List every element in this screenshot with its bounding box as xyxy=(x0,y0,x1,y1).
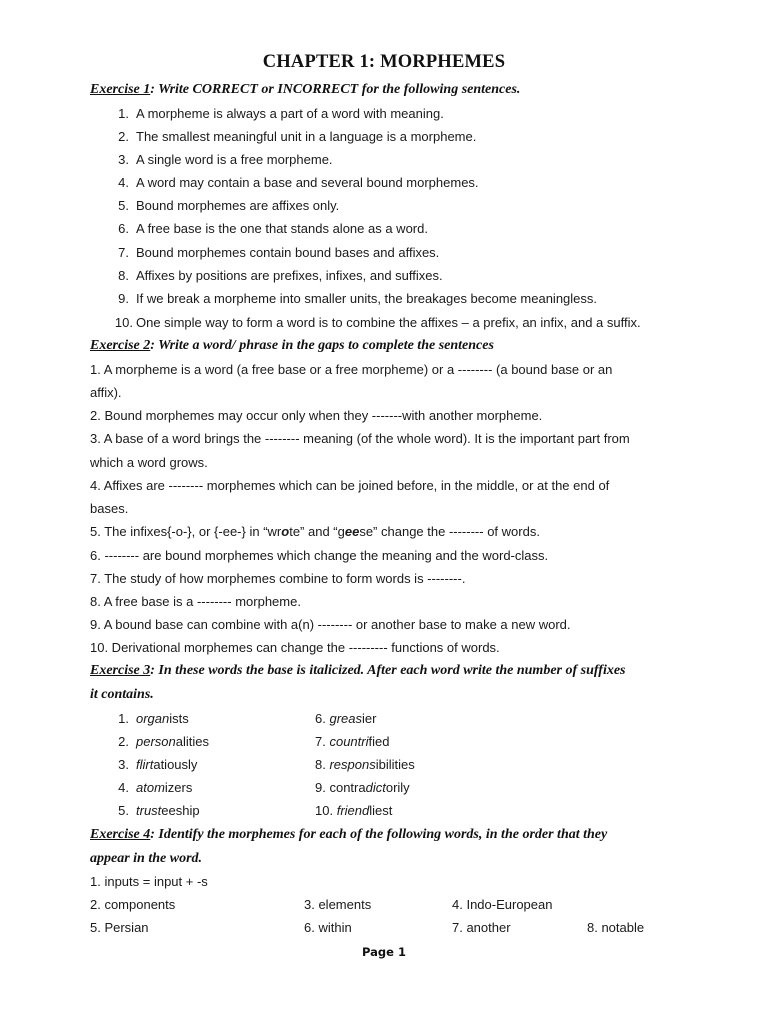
list-item: A morpheme is always a part of a word with meaning. xyxy=(136,106,444,121)
word-rest: izers xyxy=(164,780,193,795)
list-item: Bound morphemes contain bound bases and affixes. xyxy=(136,245,440,260)
line-5-mid: te” and “g xyxy=(289,524,345,539)
list-item: The smallest meaningful unit in a language is a morpheme. xyxy=(136,129,477,144)
exercise-1-heading xyxy=(90,82,520,98)
paragraph-line: 10. Derivational morphemes can change the --------- functions of words. xyxy=(90,640,500,655)
word-rest: fied xyxy=(368,734,390,749)
paragraph-line: 9. A bound base can combine with a(n) -------- or another base to make a new word. xyxy=(90,617,571,632)
exercise-4-heading xyxy=(90,827,607,843)
list-item-number: 10. xyxy=(315,803,334,818)
line-5-infix-ee: ee xyxy=(344,524,360,539)
word-base: greas xyxy=(329,711,362,726)
paragraph-line: 4. Affixes are -------- morphemes which can be joined before, in the middle, or at the end of xyxy=(90,478,610,493)
list-item xyxy=(136,757,197,772)
list-item-number: 4. xyxy=(118,780,129,795)
exercise-2-instruction: : Write a word/ phrase in the gaps to complete the sentences xyxy=(150,338,494,353)
exercise-1-instruction: : Write CORRECT or INCORRECT for the following sentences. xyxy=(150,82,521,97)
word-rest: atiously xyxy=(153,757,198,772)
paragraph-line: 6. -------- are bound morphemes which change the meaning and the word-class. xyxy=(90,548,549,563)
word-rest: ibilities xyxy=(375,757,415,772)
list-item-number: 9. xyxy=(118,291,129,306)
list-item-number: 3. xyxy=(118,152,129,167)
list-item-number: 6. xyxy=(315,711,326,726)
list-item: A free base is the one that stands alone as a word. xyxy=(136,221,428,236)
exercise-2-heading xyxy=(90,338,494,354)
list-item xyxy=(136,734,209,749)
exercise-4-label: Exercise 4 xyxy=(90,827,151,842)
word-prefix: contra xyxy=(329,780,366,795)
word-rest: eeship xyxy=(161,803,200,818)
word-base: countri xyxy=(329,734,369,749)
word-item: 5. Persian xyxy=(90,920,149,935)
word-item: 2. components xyxy=(90,897,176,912)
list-item-number: 1. xyxy=(118,106,129,121)
list-item xyxy=(136,780,192,795)
word-base: dict xyxy=(365,780,386,795)
list-item: One simple way to form a word is to combine the affixes – a prefix, an infix, and a suffix. xyxy=(136,315,641,330)
list-item xyxy=(315,711,376,726)
list-item: If we break a morpheme into smaller units, the breakages become meaningless. xyxy=(136,291,598,306)
list-item-number: 5. xyxy=(118,198,129,213)
word-base: atom xyxy=(136,780,165,795)
word-item: 4. Indo-European xyxy=(452,897,553,912)
exercise-3-heading-cont: it contains. xyxy=(90,687,154,702)
list-item-number: 10. xyxy=(114,315,133,330)
paragraph-line: 1. A morpheme is a word (a free base or a free morpheme) or a -------- (a bound base or an xyxy=(90,362,613,377)
list-item-number: 1. xyxy=(118,711,129,726)
exercise-4-instruction: : Identify the morphemes for each of the following words, in the order that they xyxy=(150,827,608,842)
word-base: friend xyxy=(336,803,370,818)
page-number: Page 1 xyxy=(362,945,406,959)
list-item-number: 8. xyxy=(315,757,326,772)
paragraph-line: 3. A base of a word brings the -------- meaning (of the whole word). It is the important part from xyxy=(90,431,630,446)
list-item xyxy=(136,803,200,818)
list-item xyxy=(315,780,410,795)
word-base: organ xyxy=(136,711,170,726)
list-item-number: 8. xyxy=(118,268,129,283)
word-item: 3. elements xyxy=(304,897,372,912)
example-line: 1. inputs = input + -s xyxy=(90,874,208,889)
list-item: Affixes by positions are prefixes, infixes, and suffixes. xyxy=(136,268,443,283)
line-5-infix-o: o xyxy=(281,524,290,539)
list-item-number: 2. xyxy=(118,129,129,144)
page-title: CHAPTER 1: MORPHEMES xyxy=(262,52,506,72)
paragraph-line: 7. The study of how morphemes combine to form words is --------. xyxy=(90,571,466,586)
word-rest: orily xyxy=(385,780,410,795)
list-item xyxy=(315,757,415,772)
list-item-number: 7. xyxy=(118,245,129,260)
list-item-number: 9. xyxy=(315,780,326,795)
list-item xyxy=(136,711,189,726)
list-item: A single word is a free morpheme. xyxy=(136,152,333,167)
line-5-pre: 5. The infixes{-o-}, or {-ee-} in “wr xyxy=(90,524,282,539)
list-item-number: 6. xyxy=(118,221,129,236)
word-base: respons xyxy=(329,757,376,772)
exercise-2-label: Exercise 2 xyxy=(90,338,151,353)
list-item-number: 4. xyxy=(118,175,129,190)
word-rest: ier xyxy=(362,711,377,726)
word-item: 8. notable xyxy=(587,920,645,935)
paragraph-line: affix). xyxy=(90,385,122,400)
list-item xyxy=(315,734,389,749)
list-item: A word may contain a base and several bound morphemes. xyxy=(136,175,479,190)
line-5-post: se” change the -------- of words. xyxy=(359,524,540,539)
list-item-number: 2. xyxy=(118,734,129,749)
list-item xyxy=(315,803,392,818)
list-item: Bound morphemes are affixes only. xyxy=(136,198,340,213)
paragraph-line: which a word grows. xyxy=(90,455,208,470)
exercise-3-heading xyxy=(90,663,626,679)
word-rest: liest xyxy=(369,803,393,818)
exercise-3-instruction: : In these words the base is italicized. After each word write the number of suffixes xyxy=(150,663,626,678)
list-item-number: 7. xyxy=(315,734,326,749)
paragraph-line: 2. Bound morphemes may occur only when they -------with another morpheme. xyxy=(90,408,543,423)
list-item-number: 5. xyxy=(118,803,129,818)
paragraph-line: bases. xyxy=(90,501,129,516)
word-item: 7. another xyxy=(452,920,511,935)
word-rest: ists xyxy=(169,711,189,726)
word-base: trust xyxy=(136,803,162,818)
word-base: person xyxy=(136,734,176,749)
paragraph-line: 8. A free base is a -------- morpheme. xyxy=(90,594,301,609)
list-item-number: 3. xyxy=(118,757,129,772)
exercise-3-label: Exercise 3 xyxy=(90,663,151,678)
word-item: 6. within xyxy=(304,920,352,935)
word-base: flirt xyxy=(136,757,154,772)
exercise-4-heading-cont: appear in the word. xyxy=(90,851,203,866)
word-rest: alities xyxy=(175,734,209,749)
exercise-1-label: Exercise 1 xyxy=(90,82,151,97)
paragraph-line xyxy=(90,524,540,539)
